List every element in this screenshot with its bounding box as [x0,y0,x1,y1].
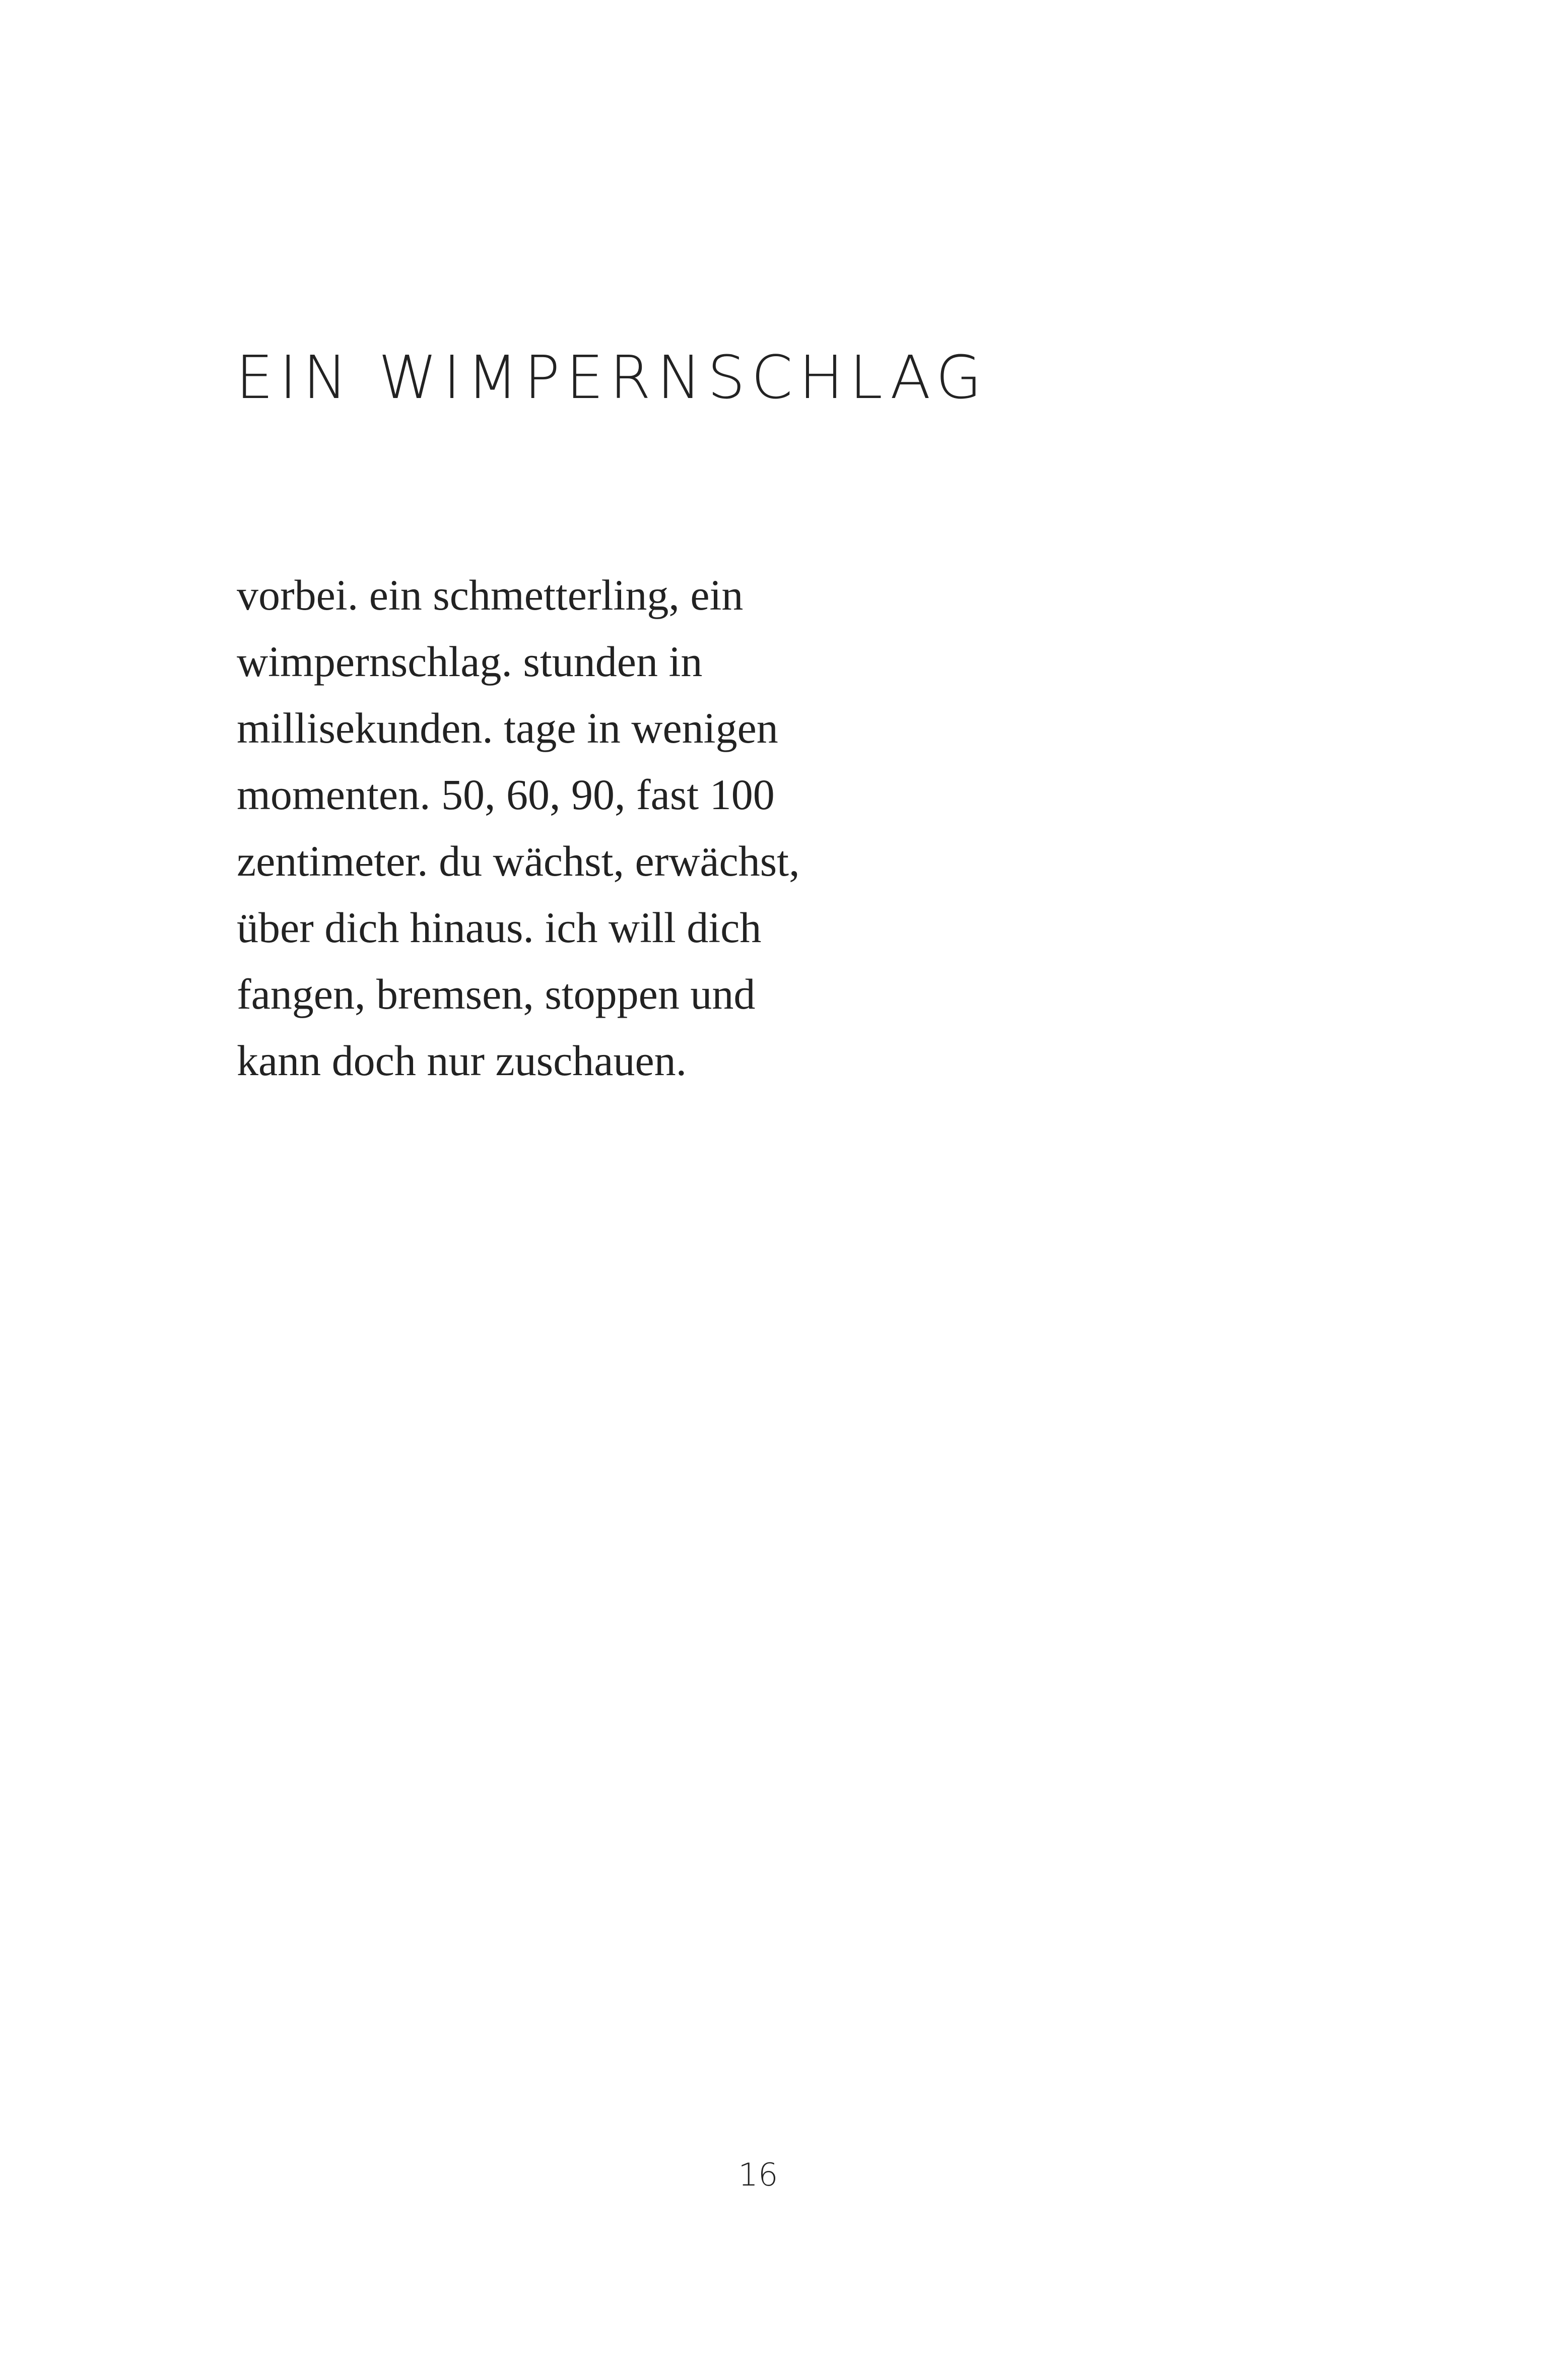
poem-line: momenten. 50, 60, 90, fast 100 [237,770,775,819]
poem-line: wimpernschlag. stunden in [237,637,703,686]
poem-line: millisekunden. tage in wenigen [237,704,778,752]
poem-line: über dich hinaus. ich will dich [237,903,762,952]
poem-body [237,562,1093,1094]
poem-line: vorbei. ein schmetterling, ein [237,571,744,619]
poem-line: kann doch nur zuschauen. [237,1036,687,1085]
page-number-text: 16 [738,2156,778,2193]
poem-line: fangen, bremsen, stoppen und [237,970,756,1018]
poem-title: EIN WIMPERNSCHLAG [236,343,988,412]
poem-line: zentimeter. du wächst, erwächst, [237,837,800,885]
